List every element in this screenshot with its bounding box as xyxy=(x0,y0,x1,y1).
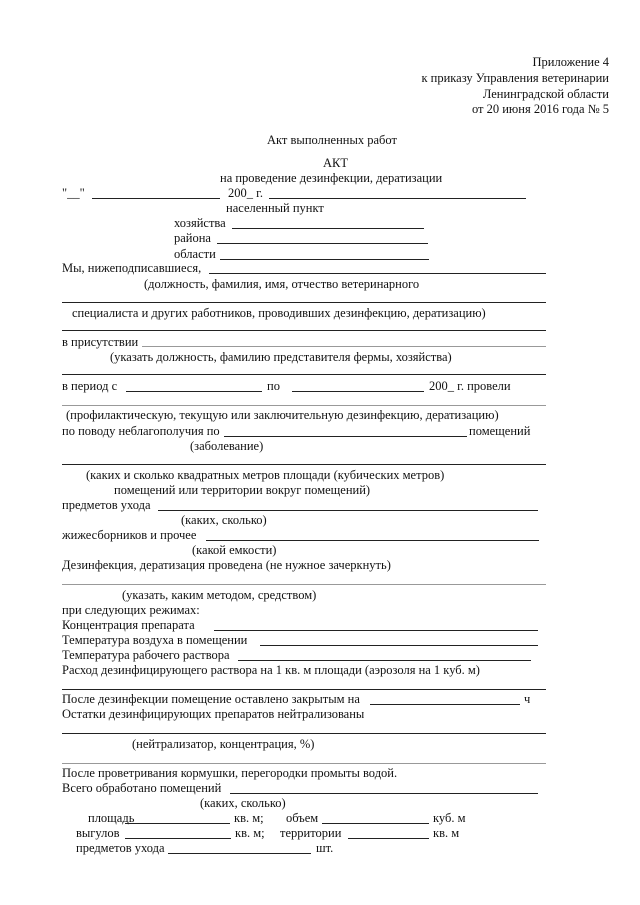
locality-caption: населенный пункт xyxy=(226,201,324,215)
neutralizer-line xyxy=(62,733,546,734)
period-from-label: в период с xyxy=(62,379,118,393)
specialists-caption: специалиста и других работников, проводивших дезинфекцию, дератизацию) xyxy=(72,306,486,320)
disinfection-type-line xyxy=(62,405,546,406)
neutralizer-caption: (нейтрализатор, концентрация, %) xyxy=(132,737,315,751)
area-unit: кв. м; xyxy=(234,811,264,825)
undersigned-line xyxy=(209,273,546,274)
region-reference: Ленинградской области xyxy=(482,87,609,101)
method-line xyxy=(62,584,546,585)
disease-caption: (заболевание) xyxy=(190,439,264,453)
district-label: района xyxy=(174,231,211,245)
neutralized-label: Остатки дезинфицирующих препаратов нейтрализованы xyxy=(62,707,365,721)
disease-line xyxy=(224,436,467,437)
period-to-label: по xyxy=(267,379,280,393)
farm-label: хозяйства xyxy=(174,216,226,230)
district-line xyxy=(217,243,428,244)
concentration-label: Концентрация препарата xyxy=(62,618,195,632)
period-from-line xyxy=(126,391,262,392)
period-year-label: 200_ г. провели xyxy=(429,379,511,393)
disease-label: по поводу неблагополучия по xyxy=(62,424,220,438)
solution-temp-line xyxy=(238,660,531,661)
volume-unit: куб. м xyxy=(433,811,466,825)
order-reference: к приказу Управления ветеринарии xyxy=(421,71,609,85)
premises-label: помещений xyxy=(469,424,531,438)
region-line xyxy=(220,259,429,260)
undersigned-label: Мы, нижеподписавшиеся, xyxy=(62,261,202,275)
closed-for-line xyxy=(370,704,520,705)
care-items-caption: (каких, сколько) xyxy=(181,513,267,527)
modes-label: при следующих режимах: xyxy=(62,603,200,617)
act-subtitle: на проведение дезинфекции, дератизации xyxy=(220,171,443,185)
act-title: АКТ xyxy=(323,156,348,170)
representative-caption: (указать должность, фамилию представителя фермы, хозяйства) xyxy=(110,350,452,364)
air-temp-label: Температура воздуха в помещении xyxy=(62,633,248,647)
runs-label: выгулов xyxy=(76,826,120,840)
pieces-unit: шт. xyxy=(316,841,334,855)
date-year: 200_ г. xyxy=(228,186,263,200)
blank-line-3 xyxy=(62,763,546,764)
volume-value-line xyxy=(322,823,429,824)
period-to-line xyxy=(292,391,424,392)
date-month-line xyxy=(92,198,220,199)
presence-label: в присутствии xyxy=(62,335,139,349)
slurry-line xyxy=(206,540,539,541)
document-title: Акт выполненных работ xyxy=(267,133,397,147)
territory-value-line xyxy=(348,838,429,839)
region-label: области xyxy=(174,247,216,261)
locality-line xyxy=(269,198,526,199)
consumption-label: Расход дезинфицирующего раствора на 1 кв. м площади (аэрозоля на 1 куб. м) xyxy=(62,663,480,677)
area-label: площадь xyxy=(88,811,135,825)
method-caption: (указать, каким методом, средством) xyxy=(122,588,317,602)
fio-caption: (должность, фамилия, имя, отчество ветеринарного xyxy=(144,277,420,291)
territory-label: территории xyxy=(280,826,342,840)
area-value-line xyxy=(125,823,230,824)
appendix-number: Приложение 4 xyxy=(532,55,609,69)
area-caption-2: помещений или территории вокруг помещений) xyxy=(114,483,371,497)
runs-unit: кв. м; xyxy=(235,826,265,840)
total-processed-line xyxy=(230,793,538,794)
date-day: "__" xyxy=(62,186,85,200)
blank-line-2 xyxy=(62,374,546,375)
runs-value-line xyxy=(125,838,231,839)
farm-line xyxy=(232,228,424,229)
area-caption-1: (каких и сколько квадратных метров площади (кубических метров) xyxy=(86,468,445,482)
disinfection-type-caption: (профилактическую, текущую или заключительную дезинфекцию, дератизацию) xyxy=(66,408,499,422)
presence-line xyxy=(142,346,546,347)
hours-label: ч xyxy=(524,692,531,706)
consumption-line xyxy=(62,689,546,690)
territory-unit: кв. м xyxy=(433,826,460,840)
concentration-line xyxy=(214,630,538,631)
solution-temp-label: Температура рабочего раствора xyxy=(62,648,230,662)
after-airing-text: После проветривания кормушки, перегородки промыты водой. xyxy=(62,766,398,780)
total-processed-label: Всего обработано помещений xyxy=(62,781,222,795)
care-items-total-line xyxy=(168,853,311,854)
slurry-label: жижесборников и прочее xyxy=(62,528,197,542)
air-temp-line xyxy=(260,645,538,646)
total-processed-caption: (каких, сколько) xyxy=(200,796,286,810)
blank-line-1 xyxy=(62,330,546,331)
order-date: от 20 июня 2016 года № 5 xyxy=(471,102,609,116)
closed-for-label: После дезинфекции помещение оставлено закрытым на xyxy=(62,692,360,706)
capacity-caption: (какой емкости) xyxy=(192,543,277,557)
performed-label: Дезинфекция, дератизация проведена (не нужное зачеркнуть) xyxy=(62,558,391,572)
care-items-line xyxy=(158,510,538,511)
area-line xyxy=(62,464,546,465)
care-items-label: предметов ухода xyxy=(62,498,151,512)
specialists-line xyxy=(62,302,546,303)
care-items-total-label: предметов ухода xyxy=(76,841,165,855)
volume-label: объем xyxy=(286,811,319,825)
